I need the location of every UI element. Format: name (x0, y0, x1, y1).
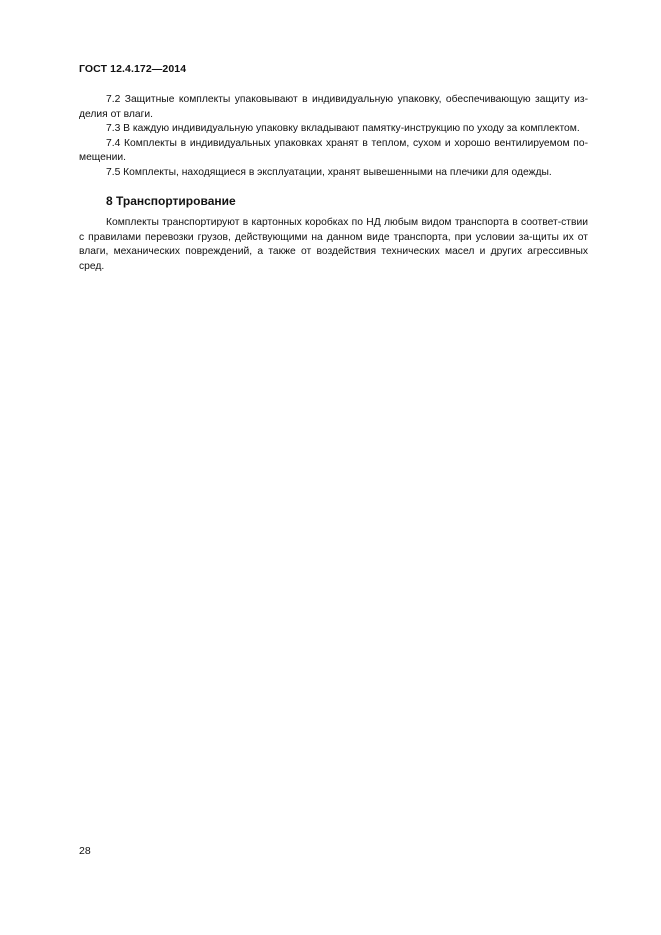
paragraph-7-2: 7.2 Защитные комплекты упаковывают в индивидуальную упаковку, обеспечивающую защиту из-делия от влаги. (79, 94, 588, 120)
paragraph-7-4: 7.4 Комплекты в индивидуальных упаковках хранят в теплом, сухом и хорошо вентилируемом по-мещении. (79, 137, 588, 164)
document-body (79, 93, 588, 275)
page-header-standard-number: ГОСТ 12.4.172—2014 (79, 63, 187, 75)
paragraph-8-body: Комплекты транспортируют в картонных коробках по НД любым видом транспорта в соответ-ствии с правилами перевозки грузов, действующими на данном виде транспорта, при условии за-щиты их от влаги, механических повреждений, а также от воздействия технических масел и других агрессивных сред. (79, 217, 588, 272)
page-number: 28 (79, 845, 91, 857)
paragraph-7-5: 7.5 Комплекты, находящиеся в эксплуатации, хранят вывешенными на плечики для одежды. (106, 166, 552, 178)
paragraph-7-3: 7.3 В каждую индивидуальную упаковку вкладывают памятку-инструкцию по уходу за комплектом. (106, 123, 580, 135)
section-heading-transportation: 8 Транспортирование (106, 193, 236, 208)
